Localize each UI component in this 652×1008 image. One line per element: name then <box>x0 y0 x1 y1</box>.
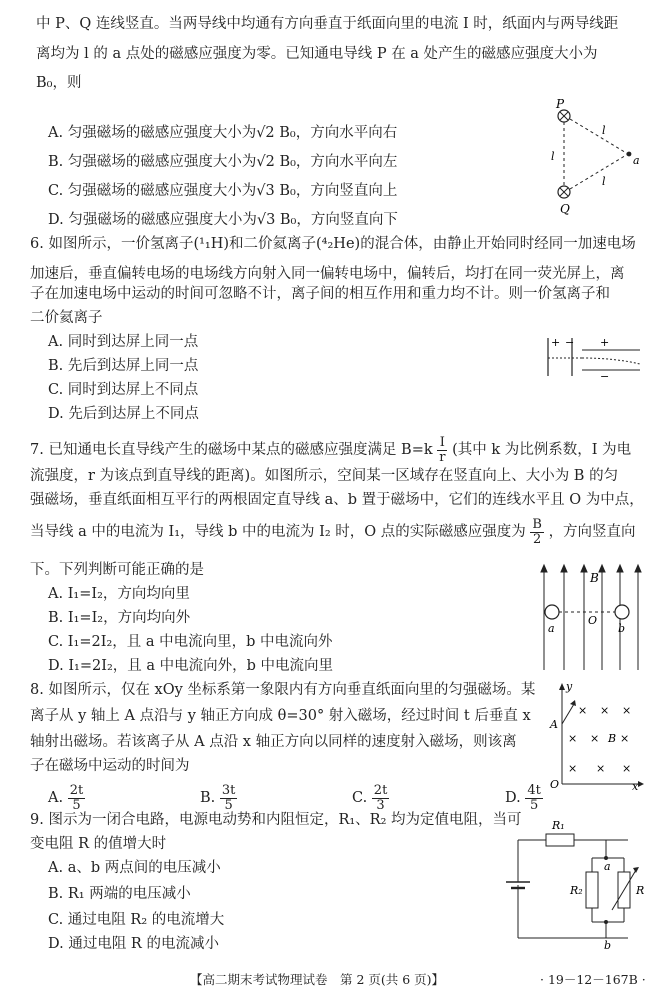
q8-option-c-num: 2t <box>373 782 388 798</box>
q7-stem-line-1-post: (其中 k 为比例系数，I 为电 <box>452 442 632 458</box>
q5-option-a: A. 匀强磁场的磁感应强度大小为√2 B₀，方向水平向右 <box>48 125 398 141</box>
q8-option-c-letter: C. <box>352 790 368 806</box>
q7-figure <box>534 562 644 672</box>
q9-option-d: D. 通过电阻 R 的电流减小 <box>48 936 219 952</box>
q8-option-b-letter: B. <box>200 790 216 806</box>
q8-option-a-num: 2t <box>69 782 84 798</box>
q8-cross: × <box>596 762 606 775</box>
q7-field-numerator: B <box>532 516 542 532</box>
page-footer-center: 【高二期末考试物理试卷 第 2 页(共 6 页)】 <box>190 972 445 987</box>
page-footer-code: · 19－12－167B · <box>540 972 646 987</box>
q8-option-a-letter: A. <box>48 790 64 806</box>
q8-label-x: x <box>632 780 639 792</box>
q6-label-minus-accel: − <box>565 336 575 349</box>
q8-stem-line-3: 轴射出磁场。若该离子从 A 点沿 x 轴正方向以同样的速度射入磁场，则该离 <box>30 734 517 750</box>
q6-option-c: C. 同时到达屏上不同点 <box>48 382 199 398</box>
q8-cross: × <box>622 704 632 717</box>
q5-option-c: C. 匀强磁场的磁感应强度大小为√3 B₀，方向竖直向上 <box>48 183 398 199</box>
q8-cross: × <box>578 704 588 717</box>
q5-label-q: Q <box>560 202 570 216</box>
q5-label-l-vertical: l <box>551 150 555 163</box>
q5-label-l-lower: l <box>602 175 606 188</box>
q5-stem-line-2: 离均为 l 的 a 点处的磁感应强度为零。已知通电导线 P 在 a 处产生的磁感应强度大小为 <box>36 46 598 62</box>
q8-label-a: A <box>550 718 558 731</box>
q7-formula-denominator: r <box>439 449 446 465</box>
q8-option-b-den: 5 <box>224 797 233 813</box>
q7-field-fraction <box>530 518 544 547</box>
q9-option-a: A. a、b 两点间的电压减小 <box>48 860 221 876</box>
q8-label-b: B <box>608 732 617 745</box>
q7-stem-line-1-pre: 7. 已知通电长直导线产生的磁场中某点的磁感应强度满足 B=k <box>30 442 433 458</box>
q8-option-d-letter: D. <box>505 790 521 806</box>
q6-option-b: B. 先后到达屏上同一点 <box>48 358 199 374</box>
q8-cross: × <box>568 732 578 745</box>
q6-stem-line-4: 二价氦离子 <box>30 310 103 326</box>
q8-option-a-fraction <box>68 784 86 813</box>
q8-option-c-fraction <box>372 784 390 813</box>
q7-option-a: A. I₁=I₂，方向均向里 <box>48 586 190 602</box>
q7-stem-line-1 <box>30 434 631 466</box>
q9-stem-line-2: 变电阻 R 的值增大时 <box>30 836 167 852</box>
q9-label-r2: R₂ <box>570 884 583 897</box>
q8-option-d-den: 5 <box>529 797 539 813</box>
q8-option-d-num: 4t <box>527 782 541 798</box>
q6-label-minus-plate: − <box>600 370 610 380</box>
q8-figure <box>540 680 646 792</box>
q7-stem-line-2: 流强度，r 为该点到直导线的距离)。如图所示，空间某一区域存在竖直向上、大小为 B 的匀 <box>30 468 619 484</box>
q9-option-c: C. 通过电阻 R₂ 的电流增大 <box>48 912 225 928</box>
q6-label-plus-plate: + <box>600 336 610 349</box>
q7-label-o: O <box>588 614 598 627</box>
q8-stem-line-1: 8. 如图所示，仅在 xOy 坐标系第一象限内有方向垂直纸面向里的匀强磁场。某 <box>30 682 536 698</box>
q6-option-a: A. 同时到达屏上同一点 <box>48 334 199 350</box>
q6-figure <box>540 334 650 380</box>
q8-label-o: O <box>550 778 560 791</box>
q6-stem-line-1: 6. 如图所示，一价氢离子(¹₁H)和二价氦离子(⁴₂He)的混合体，由静止开始同时经同一加速电场 <box>30 236 636 252</box>
q6-stem-line-2: 加速后，垂直偏转电场的电场线方向射入同一偏转电场中，偏转后，均打在同一荧光屏上，离 <box>30 266 625 282</box>
q5-label-l-upper: l <box>602 124 606 137</box>
q7-stem-line-3: 强磁场，垂直纸面相互平行的两根固定直导线 a、b 置于磁场中，它们的连线水平且 O 为中点， <box>30 492 644 508</box>
q8-stem-line-4: 子在磁场中运动的时间为 <box>30 758 190 774</box>
q7-stem-line-5: 下。下列判断可能正确的是 <box>30 562 204 578</box>
q5-figure <box>540 92 650 222</box>
q5-option-d: D. 匀强磁场的磁感应强度大小为√3 B₀，方向竖直向下 <box>48 212 398 228</box>
q5-stem-line-1: 中 P、Q 连线竖直。当两导线中均通有方向垂直于纸面向里的电流 I 时，纸面内与两导线距 <box>36 16 619 32</box>
q9-label-b: b <box>604 939 612 950</box>
q7-field-denominator: 2 <box>533 531 542 547</box>
q5-label-p: P <box>556 97 565 111</box>
q7-formula-fraction <box>437 436 447 465</box>
q5-stem-line-3: B₀，则 <box>36 75 82 91</box>
q9-label-r1: R₁ <box>552 819 565 832</box>
q7-stem-line-4-post: ，方向竖直向 <box>548 524 636 540</box>
q7-option-c: C. I₁=2I₂，且 a 中电流向里，b 中电流向外 <box>48 634 333 650</box>
q8-cross: × <box>620 732 630 745</box>
q7-label-b-field: B <box>590 571 599 585</box>
q8-label-y: y <box>566 680 573 693</box>
q8-option-a-den: 5 <box>72 797 81 813</box>
q9-stem-line-1: 9. 图示为一闭合电路，电源电动势和内阻恒定，R₁、R₂ 均为定值电阻，当可 <box>30 812 522 828</box>
q5-option-b: B. 匀强磁场的磁感应强度大小为√2 B₀，方向水平向左 <box>48 154 398 170</box>
q8-option-b-num: 3t <box>221 782 236 798</box>
q7-stem-line-4-pre: 当导线 a 中的电流为 I₁，导线 b 中的电流为 I₂ 时，O 点的实际磁感应强度为 <box>30 524 526 540</box>
q9-figure <box>500 818 646 950</box>
q8-cross: × <box>590 732 600 745</box>
q8-cross: × <box>622 762 632 775</box>
q6-stem-line-3: 子在加速电场中运动的时间可忽略不计，离子间的相互作用和重力均不计。则一价氢离子和 <box>30 286 610 302</box>
q5-label-a: a <box>633 154 640 167</box>
q7-label-a: a <box>548 622 555 635</box>
q7-option-b: B. I₁=I₂，方向均向外 <box>48 610 191 626</box>
q9-label-a: a <box>604 860 611 873</box>
q9-label-r: R <box>636 884 645 897</box>
q8-option-b-fraction <box>220 784 238 813</box>
q8-cross: × <box>600 704 610 717</box>
q8-cross: × <box>568 762 578 775</box>
q7-stem-line-4 <box>30 516 636 548</box>
q7-label-b: b <box>618 622 626 635</box>
q6-label-plus-accel: + <box>551 336 561 349</box>
q8-stem-line-2: 离子从 y 轴上 A 点沿与 y 轴正方向成 θ=30° 射入磁场，经过时间 t 后垂直 x <box>30 708 531 724</box>
q6-option-d: D. 先后到达屏上不同点 <box>48 406 199 422</box>
q7-option-d: D. I₁=2I₂，且 a 中电流向外，b 中电流向里 <box>48 658 334 674</box>
q9-option-b: B. R₁ 两端的电压减小 <box>48 886 191 902</box>
q7-formula-numerator: I <box>437 436 447 451</box>
q8-option-c-den: 3 <box>376 797 385 813</box>
